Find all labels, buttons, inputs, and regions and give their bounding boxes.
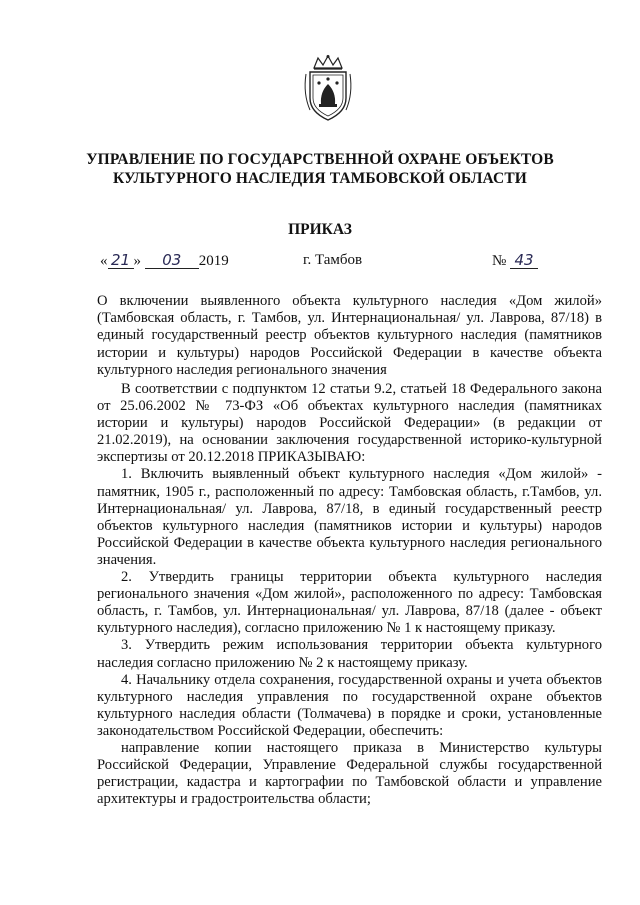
preamble-paragraph: В соответствии с подпунктом 12 статьи 9.2, статьей 18 Федерального закона от 25.06.2002 № 73-ФЗ «Об объектах культурного наследия (памятниках истории и культуры) народов Российской Федерации» (в редакции от 21.02.2019), на основании заключения государственной историко-культурной экспертизы от 20.12.2018 ПРИКАЗЫВАЮ: [97,381,602,466]
number-label: № [492,253,507,269]
item-1-paragraph: 1. Включить выявленный объект культурного наследия «Дом жилой» - памятник, 1905 г., расположенный по адресу: Тамбовская область, г.Тамбов, ул. Интернациональная/ ул. Лаврова, 87/18, в единый государственный реестр объектов культурного наследия (памятников истории и культуры) народов Российской Федерации в качестве объекта культурного наследия регионального значения. [97,466,602,568]
organization-line-1: УПРАВЛЕНИЕ ПО ГОСУДАРСТВЕННОЙ ОХРАНЕ ОБЪЕКТОВ [86,151,554,168]
date-year: 2019 [198,253,229,269]
open-quote: « [100,253,108,269]
date-day: 21 [108,252,134,269]
item-3-paragraph: 3. Утвердить режим использования территории объекта культурного наследия согласно приложению № 2 к настоящему приказу. [97,637,602,671]
organization-line-2: КУЛЬТУРНОГО НАСЛЕДИЯ ТАМБОВСКОЙ ОБЛАСТИ [113,170,527,187]
close-quote: » [133,253,141,269]
organization-name [0,150,640,188]
date [100,252,229,270]
city: г. Тамбов [303,252,363,268]
order-body [97,381,602,808]
item-4-subitem-paragraph: направление копии настоящего приказа в Министерство культуры Российской Федерации, Управление Федеральной службы государственной регистрации, кадастра и картографии по Тамбовской области и управление архитектуры и градостроительства области; [97,739,602,808]
item-2-paragraph: 2. Утвердить границы территории объекта культурного наследия регионального значения «Дом жилой», расположенного по адресу: Тамбовская область, г. Тамбов, ул. Интернациональная/ ул. Лаврова, 87/18 (далее - объект культурного наследия), согласно приложению № 1 к настоящему приказу. [97,569,602,637]
order-subject: О включении выявленного объекта культурного наследия «Дом жилой» (Тамбовская область, г. Тамбов, ул. Интернациональная/ ул. Лаврова, 87/18) в единый государственный реестр объектов культурного наследия (памятников истории и культуры) народов Российской Федерации в качестве объекта культурного наследия регионального значения [97,293,602,378]
order-number [492,252,538,270]
tambov-coat-of-arms-icon [300,54,356,124]
number-value: 43 [510,252,538,269]
date-month: 03 [145,252,199,269]
dateline [100,252,550,274]
item-4-paragraph: 4. Начальнику отдела сохранения, государственной охраны и учета объектов культурного наследия управления по государственной охране объектов культурного наследия области (Толмачева) в порядке и сроки, установленные законодательством Российской Федерации, обеспечить: [97,671,602,739]
document-type: ПРИКАЗ [288,221,352,238]
